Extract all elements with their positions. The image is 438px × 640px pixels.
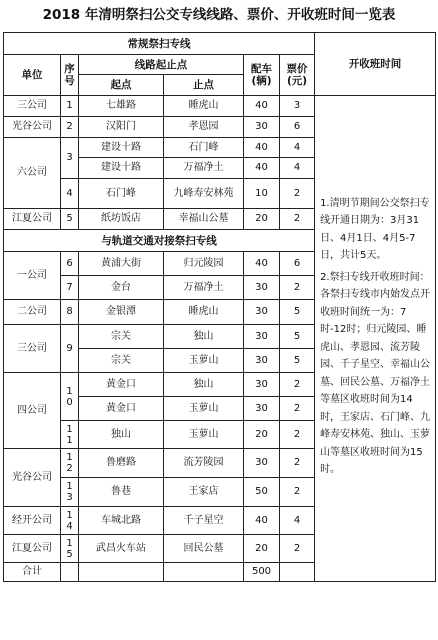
start-cell: 建设十路 — [79, 158, 164, 179]
start-cell: 独山 — [79, 421, 164, 449]
vehicles-cell: 30 — [244, 397, 280, 421]
vehicles-cell: 30 — [244, 373, 280, 397]
section-title-regular: 常规祭扫专线 — [4, 33, 315, 55]
end-cell: 回民公墓 — [164, 535, 244, 563]
unit-cell: 三公司 — [4, 325, 61, 373]
unit-cell: 光谷公司 — [4, 117, 61, 138]
vehicles-cell: 30 — [244, 276, 280, 300]
vehicles-cell: 30 — [244, 349, 280, 373]
end-cell: 睡虎山 — [164, 96, 244, 117]
start-cell: 宗关 — [79, 349, 164, 373]
vehicles-cell: 10 — [244, 179, 280, 209]
section-title-rail: 与轨道交通对接祭扫专线 — [4, 230, 315, 252]
fare-cell: 4 — [280, 507, 315, 535]
header-fare: 票价(元) — [280, 55, 315, 96]
vehicles-cell: 40 — [244, 507, 280, 535]
vehicles-cell: 30 — [244, 117, 280, 138]
end-cell: 玉萝山 — [164, 397, 244, 421]
start-cell: 金银潭 — [79, 300, 164, 325]
start-cell: 石门峰 — [79, 179, 164, 209]
end-cell: 石门峰 — [164, 138, 244, 158]
fare-cell: 3 — [280, 96, 315, 117]
seq-cell: 5 — [61, 209, 79, 230]
start-cell: 黄金口 — [79, 373, 164, 397]
notes-cell — [315, 96, 436, 582]
vehicles-cell: 40 — [244, 158, 280, 179]
vehicles-cell: 40 — [244, 96, 280, 117]
fare-cell: 2 — [280, 373, 315, 397]
note-times: 2.祭扫专线开收班时间：各祭扫专线市内始发点开收班时间统一为：7时-12时；归元陵园、睡虎山、孝恩园、流芳陵园、千子星空、幸福山公墓、回民公墓、万福净土等墓区收班时间为14时，王家店、石门峰、九峰寿安林苑、独山、玉萝山等墓区收班时间为15时。 — [320, 271, 431, 475]
empty-cell — [164, 563, 244, 582]
start-cell: 黄浦大街 — [79, 252, 164, 276]
start-cell: 七雄路 — [79, 96, 164, 117]
unit-cell: 江夏公司 — [4, 209, 61, 230]
unit-cell: 光谷公司 — [4, 449, 61, 507]
fare-cell: 4 — [280, 158, 315, 179]
unit-cell: 一公司 — [4, 252, 61, 300]
empty-cell — [61, 563, 79, 582]
fare-cell: 4 — [280, 138, 315, 158]
fare-cell: 5 — [280, 325, 315, 349]
header-end: 止点 — [164, 75, 244, 96]
total-vehicles: 500 — [244, 563, 280, 582]
vehicles-cell: 50 — [244, 478, 280, 507]
header-seq: 序号 — [61, 55, 79, 96]
seq-cell: 7 — [61, 276, 79, 300]
header-schedule: 开收班时间 — [315, 33, 436, 96]
unit-cell: 二公司 — [4, 300, 61, 325]
seq-cell: 1 3 — [61, 478, 79, 507]
header-vehicles: 配车(辆) — [244, 55, 280, 96]
start-cell: 纸坊饭店 — [79, 209, 164, 230]
start-cell: 车城北路 — [79, 507, 164, 535]
start-cell: 黄金口 — [79, 397, 164, 421]
seq-cell: 6 — [61, 252, 79, 276]
vehicles-cell: 20 — [244, 421, 280, 449]
seq-cell: 3 — [61, 138, 79, 179]
unit-cell: 三公司 — [4, 96, 61, 117]
start-cell: 金台 — [79, 276, 164, 300]
seq-cell: 1 5 — [61, 535, 79, 563]
seq-cell: 8 — [61, 300, 79, 325]
start-cell: 汉阳门 — [79, 117, 164, 138]
fare-cell: 6 — [280, 117, 315, 138]
empty-cell — [280, 563, 315, 582]
start-cell: 鲁巷 — [79, 478, 164, 507]
seq-cell: 1 1 — [61, 421, 79, 449]
fare-cell: 2 — [280, 209, 315, 230]
end-cell: 玉萝山 — [164, 421, 244, 449]
vehicles-cell: 40 — [244, 252, 280, 276]
header-start: 起点 — [79, 75, 164, 96]
header-route: 线路起止点 — [79, 55, 244, 75]
vehicles-cell: 30 — [244, 300, 280, 325]
fare-cell: 2 — [280, 478, 315, 507]
vehicles-cell: 30 — [244, 325, 280, 349]
seq-cell: 4 — [61, 179, 79, 209]
unit-cell: 经开公司 — [4, 507, 61, 535]
seq-cell: 1 4 — [61, 507, 79, 535]
fare-cell: 2 — [280, 179, 315, 209]
fare-cell: 5 — [280, 300, 315, 325]
end-cell: 万福净土 — [164, 276, 244, 300]
fare-cell: 2 — [280, 276, 315, 300]
total-label: 合计 — [4, 563, 61, 582]
fare-cell: 5 — [280, 349, 315, 373]
end-cell: 独山 — [164, 325, 244, 349]
end-cell: 睡虎山 — [164, 300, 244, 325]
fare-cell: 2 — [280, 535, 315, 563]
seq-cell: 1 — [61, 96, 79, 117]
start-cell: 建设十路 — [79, 138, 164, 158]
end-cell: 九峰寿安林苑 — [164, 179, 244, 209]
table-row — [4, 96, 436, 117]
end-cell: 独山 — [164, 373, 244, 397]
fare-cell: 2 — [280, 449, 315, 478]
seq-cell: 9 — [61, 325, 79, 373]
seq-cell: 1 0 — [61, 373, 79, 421]
start-cell: 武昌火车站 — [79, 535, 164, 563]
unit-cell: 江夏公司 — [4, 535, 61, 563]
end-cell: 王家店 — [164, 478, 244, 507]
end-cell: 千子星空 — [164, 507, 244, 535]
end-cell: 万福净土 — [164, 158, 244, 179]
empty-cell — [79, 563, 164, 582]
note-dates: 1.清明节期间公交祭扫专线开通日期为：3月31日、4月1日、4月5-7日，共计5天。 — [320, 197, 430, 261]
start-cell: 宗关 — [79, 325, 164, 349]
vehicles-cell: 40 — [244, 138, 280, 158]
fare-cell: 6 — [280, 252, 315, 276]
schedule-table — [3, 32, 436, 582]
end-cell: 孝恩园 — [164, 117, 244, 138]
end-cell: 幸福山公墓 — [164, 209, 244, 230]
vehicles-cell: 20 — [244, 535, 280, 563]
end-cell: 归元陵园 — [164, 252, 244, 276]
unit-cell: 六公司 — [4, 138, 61, 209]
seq-cell: 2 — [61, 117, 79, 138]
seq-cell: 1 2 — [61, 449, 79, 478]
fare-cell: 2 — [280, 397, 315, 421]
page-title: 2018 年清明祭扫公交专线线路、票价、开收班时间一览表 — [42, 7, 396, 23]
end-cell: 流芳陵园 — [164, 449, 244, 478]
fare-cell: 2 — [280, 421, 315, 449]
header-unit: 单位 — [4, 55, 61, 96]
unit-cell: 四公司 — [4, 373, 61, 449]
end-cell: 玉萝山 — [164, 349, 244, 373]
vehicles-cell: 20 — [244, 209, 280, 230]
start-cell: 鲁磨路 — [79, 449, 164, 478]
vehicles-cell: 30 — [244, 449, 280, 478]
